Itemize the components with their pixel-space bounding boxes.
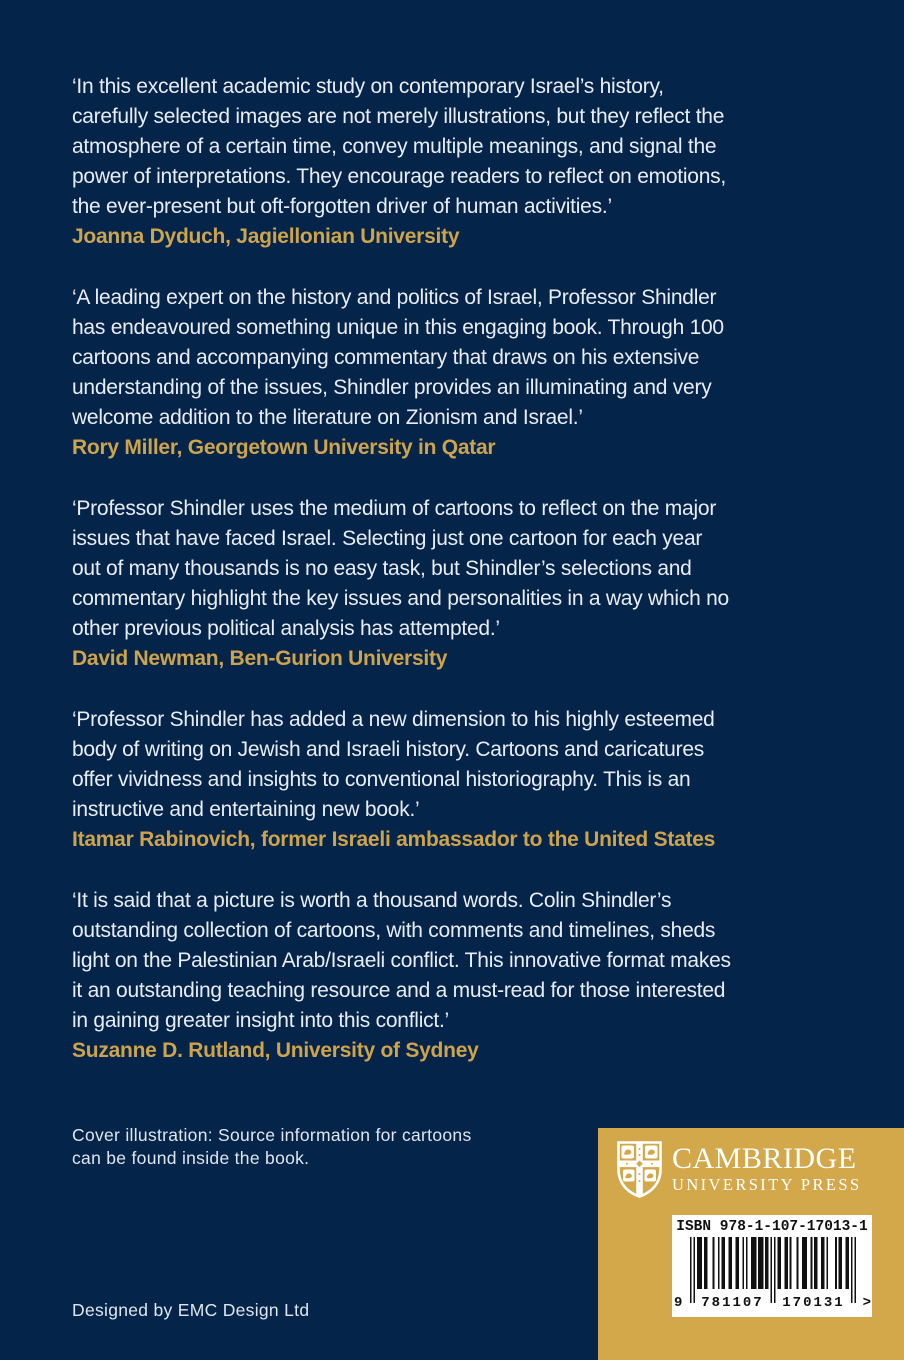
quote-line: carefully selected images are not merely illustrations, but they reflect the — [72, 105, 725, 128]
quote-line: power of interpretations. They encourage readers to reflect on emotions, — [72, 165, 726, 188]
quote-line: instructive and entertaining new book.’ — [72, 798, 420, 821]
barcode-area — [674, 1237, 871, 1311]
quote-line: understanding of the issues, Shindler provides an illuminating and very — [72, 376, 712, 399]
quote-line: in gaining greater insight into this conflict.’ — [72, 1009, 449, 1032]
quote-line: out of many thousands is no easy task, but Shindler’s selections and — [72, 557, 692, 580]
publisher-name: CAMBRIDGE — [672, 1142, 857, 1175]
quote-line: body of writing on Jewish and Israeli history. Cartoons and caricatures — [72, 738, 705, 761]
quote-line: welcome addition to the literature on Zionism and Israel.’ — [72, 406, 583, 429]
quote-attribution: Joanna Dyduch, Jagiellonian University — [72, 225, 460, 248]
barcode-digit-group: 170131 — [782, 1295, 845, 1311]
publisher-panel — [598, 1128, 904, 1360]
cover-illustration-note — [72, 1124, 472, 1170]
quote-attribution: Itamar Rabinovich, former Israeli ambassador to the United States — [72, 828, 716, 851]
cambridge-shield-icon — [617, 1141, 662, 1198]
quote-block — [72, 494, 812, 674]
quote-line: ‘A leading expert on the history and politics of Israel, Professor Shindler — [72, 286, 717, 309]
quote-attribution: Rory Miller, Georgetown University in Qatar — [72, 436, 496, 459]
publisher-subname: UNIVERSITY PRESS — [672, 1175, 862, 1194]
quote-line: outstanding collection of cartoons, with comments and timelines, sheds — [72, 919, 716, 942]
cover-note-line: can be found inside the book. — [72, 1148, 310, 1168]
quote-block — [72, 705, 812, 855]
quote-line: it an outstanding teaching resource and a must-read for those interested — [72, 979, 726, 1002]
quote-line: other previous political analysis has attempted.’ — [72, 617, 500, 640]
isbn-label: ISBN 978-1-107-17013-1 — [676, 1219, 868, 1235]
publisher-wordmark — [672, 1141, 862, 1194]
quote-line: ‘In this excellent academic study on contemporary Israel’s history, — [72, 75, 664, 98]
quote-line: commentary highlight the key issues and personalities in a way which no — [72, 587, 729, 610]
quote-block — [72, 886, 812, 1066]
barcode-digit-group: > — [862, 1295, 871, 1311]
quote-line: ‘Professor Shindler uses the medium of cartoons to reflect on the major — [72, 497, 717, 520]
quote-line: ‘It is said that a picture is worth a thousand words. Colin Shindler’s — [72, 889, 672, 912]
endorsement-quotes — [72, 72, 812, 1097]
quote-line: issues that have faced Israel. Selecting just one cartoon for each year — [72, 527, 703, 550]
quote-line: light on the Palestinian Arab/Israeli conflict. This innovative format makes — [72, 949, 731, 972]
designer-credit: Designed by EMC Design Ltd — [72, 1300, 310, 1320]
quote-attribution: Suzanne D. Rutland, University of Sydney — [72, 1039, 479, 1062]
quote-line: ‘Professor Shindler has added a new dimension to his highly esteemed — [72, 708, 715, 731]
quote-block — [72, 283, 812, 463]
barcode-digit-group: 9 — [674, 1295, 683, 1311]
cover-note-line: Cover illustration: Source information for cartoons — [72, 1125, 472, 1145]
quote-block — [72, 72, 812, 252]
quote-line: the ever-present but oft-forgotten driver of human activities.’ — [72, 195, 612, 218]
quote-attribution: David Newman, Ben-Gurion University — [72, 647, 448, 670]
quote-line: has endeavoured something unique in this engaging book. Through 100 — [72, 316, 724, 339]
isbn-barcode — [672, 1215, 872, 1317]
quote-line: atmosphere of a certain time, convey multiple meanings, and signal the — [72, 135, 717, 158]
quote-line: offer vividness and insights to conventional historiography. This is an — [72, 768, 691, 791]
publisher-logo — [598, 1128, 904, 1198]
quote-line: cartoons and accompanying commentary that draws on his extensive — [72, 346, 700, 369]
barcode-digit-group: 781107 — [701, 1295, 764, 1311]
